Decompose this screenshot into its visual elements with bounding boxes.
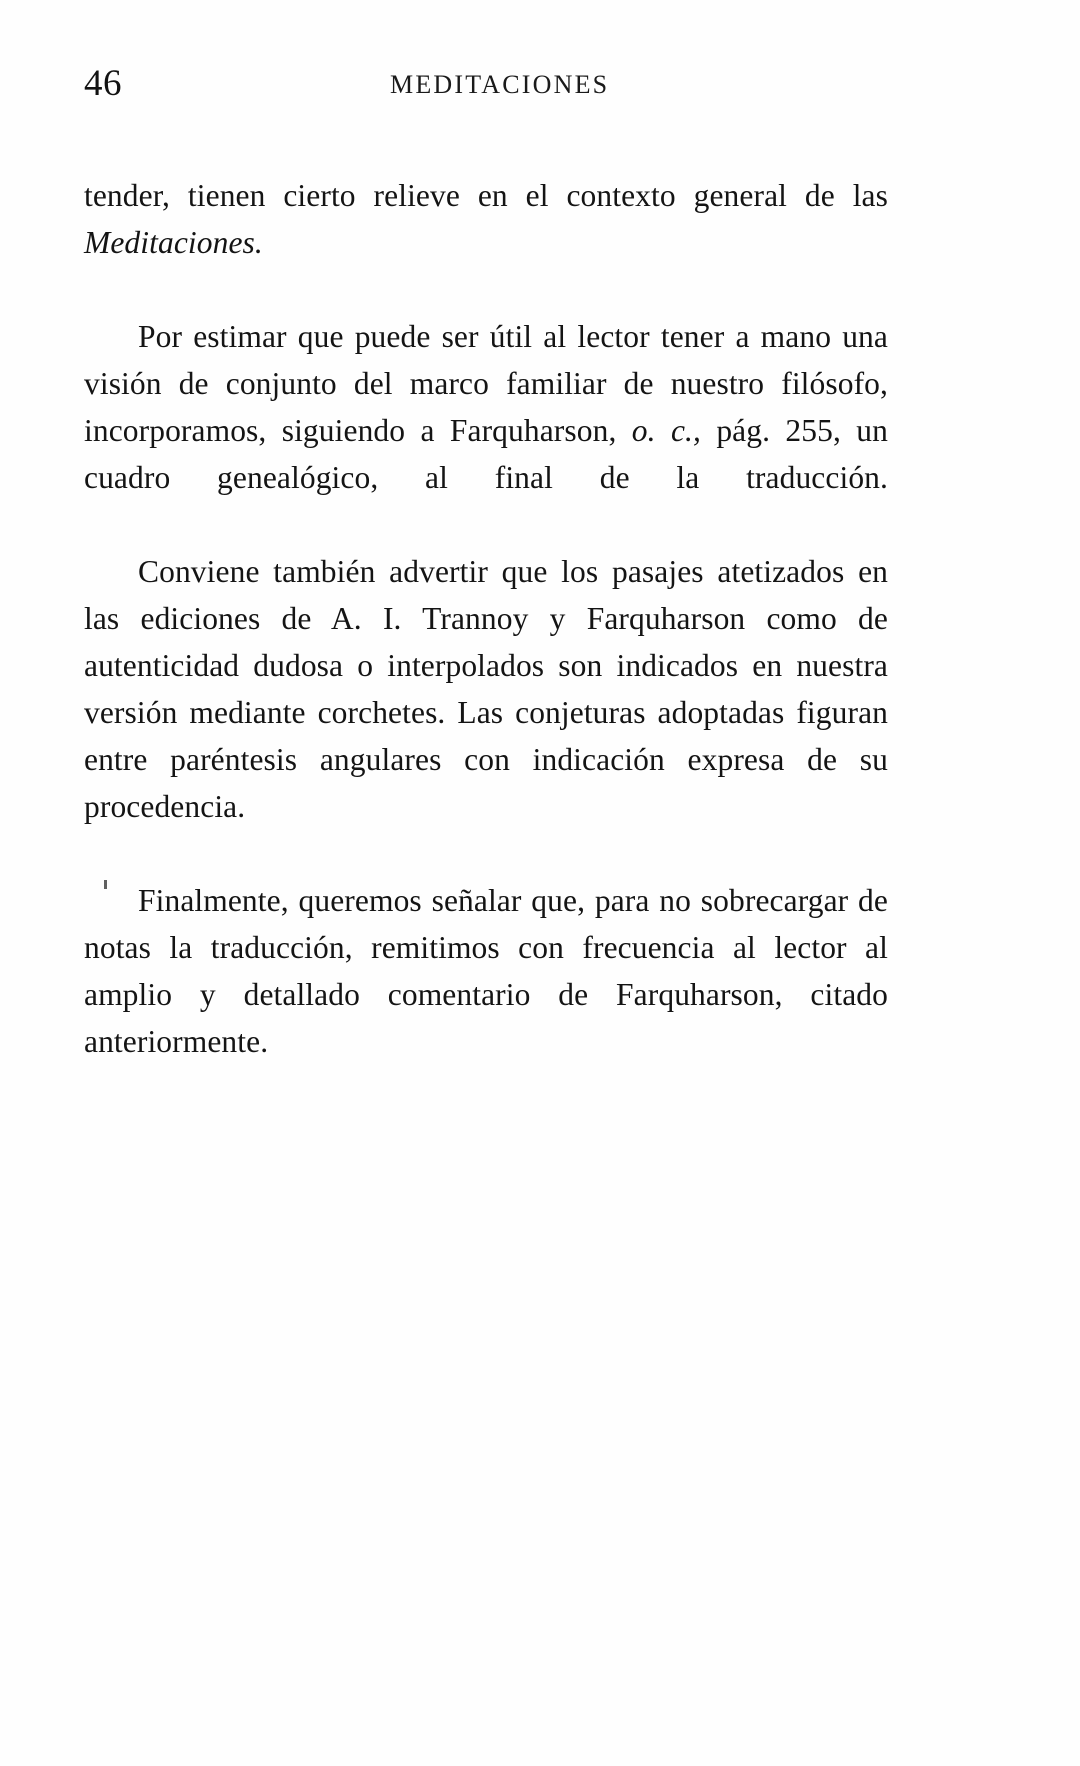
running-header [84, 62, 884, 108]
paragraph-segment-roman: tender, tienen cierto relieve en el contexto general de las [84, 178, 888, 213]
paragraph-segment-roman: Finalmente, queremos señalar que, para no sobrecargar de notas la traducción, remitimos con frecuencia al lector al amplio y detallado comentario de Farquharson, citado anteriormente. [84, 883, 888, 1059]
running-title: MEDITACIONES [390, 70, 610, 99]
paragraph-segment-roman: Conviene también advertir que los pasajes atetizados en las ediciones de A. I. Trannoy y Farquharson como de autenticidad dudosa o interpolados son indicados en nuestra versión mediante corchetes. Las conjeturas adoptadas figuran entre paréntesis angulares con indicación expresa de su procedencia. [84, 554, 888, 824]
scan-speck [104, 880, 107, 889]
paragraph-segment-roman: Por estimar que puede ser útil al lector tener a mano una visión de conjunto del marco familiar de nuestro filósofo, incorporamos, siguiendo a Farquharson, [84, 319, 888, 448]
paragraph-segment-italic: Meditaciones. [84, 225, 263, 260]
paragraph-segment-italic: o. c., [631, 413, 701, 448]
paragraph-segment-roman: pág. 255, un cuadro genealógico, al final de la traducción. [84, 413, 888, 495]
paragraph-farquharson [84, 313, 888, 548]
paragraph-continuation [84, 172, 888, 313]
paragraph-finalmente [84, 877, 888, 1112]
body-text [84, 172, 888, 1112]
page-number: 46 [84, 63, 122, 104]
paragraph-atetizados [84, 548, 888, 877]
